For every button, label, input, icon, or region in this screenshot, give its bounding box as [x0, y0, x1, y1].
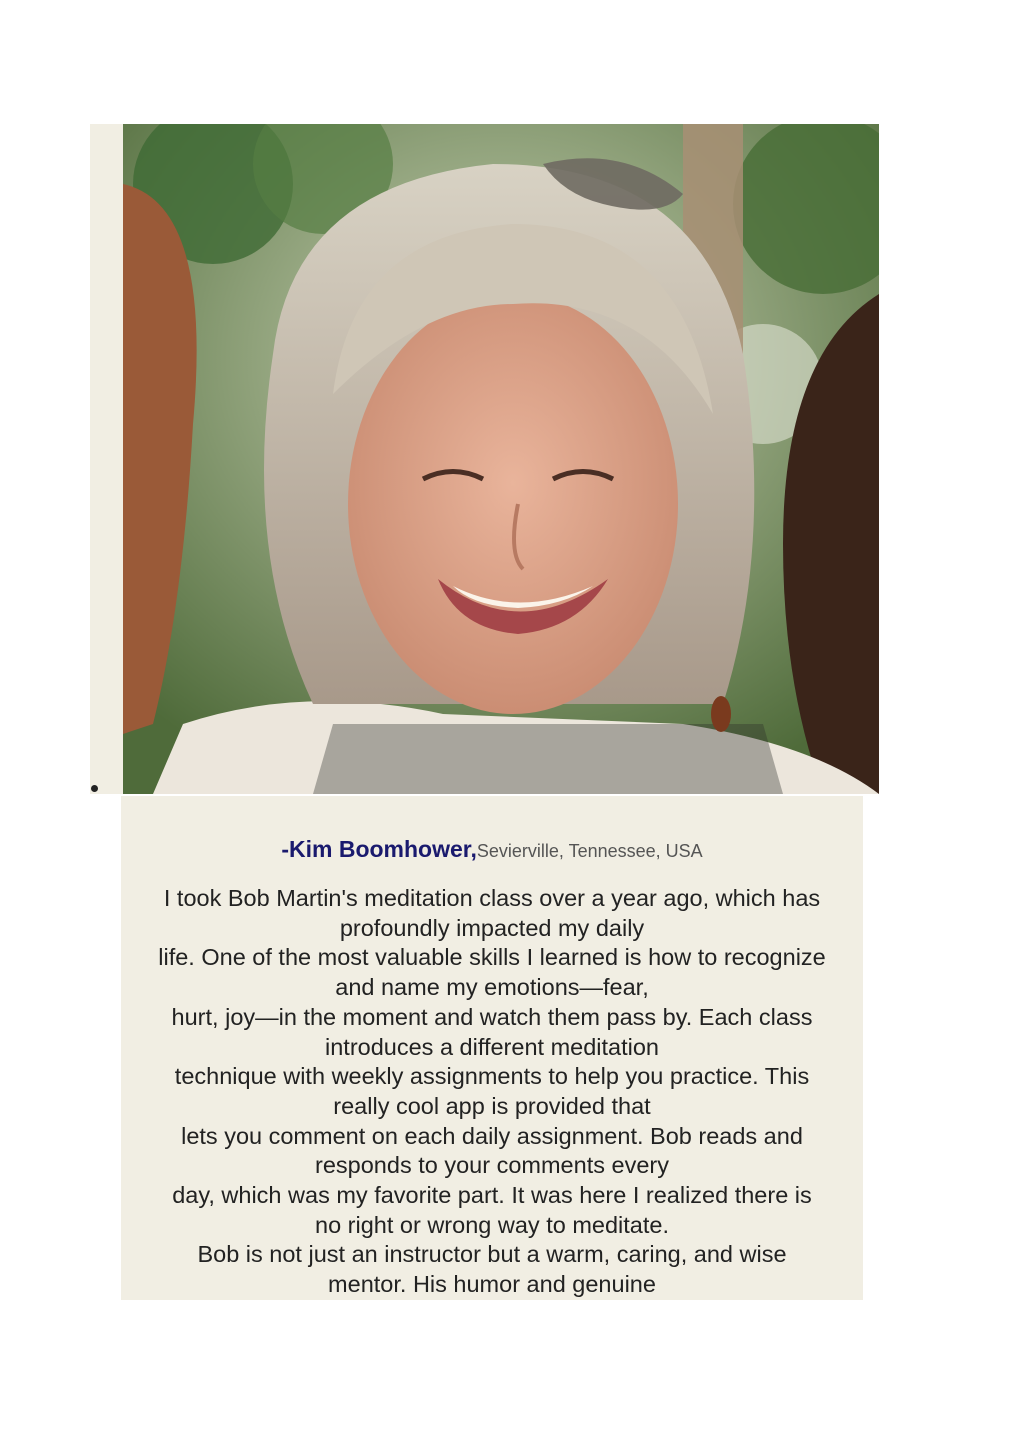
- testimonial-line: life. One of the most valuable skills I learned is how to recognize: [158, 944, 826, 971]
- testimonial-line: hurt, joy—in the moment and watch them pass by. Each class: [171, 1003, 813, 1030]
- testimonial-body: [121, 884, 863, 1300]
- testimonial-photo: [123, 124, 879, 794]
- testimonial-line: day, which was my favorite part. It was here I realized there is: [172, 1182, 812, 1209]
- testimonial-card: [121, 796, 863, 1300]
- testimonial-line: no right or wrong way to meditate.: [315, 1211, 669, 1238]
- testimonial-line: introduces a different meditation: [325, 1033, 659, 1060]
- testimonial-line: mentor. His humor and genuine: [328, 1271, 656, 1298]
- testimonial-line: really cool app is provided that: [333, 1092, 651, 1119]
- testimonial-line: I took Bob Martin's meditation class over a year ago, which has: [163, 885, 821, 911]
- list-bullet: [91, 785, 98, 792]
- testimonial-line: profoundly impacted my daily: [339, 914, 645, 941]
- testimonial-line: Bob is not just an instructor but a warm, caring, and wise: [197, 1241, 787, 1268]
- testimonial-line: responds to your comments every: [315, 1152, 669, 1179]
- testimonial-line: and name my emotions—fear,: [335, 974, 649, 1001]
- left-margin-strip: [90, 124, 123, 794]
- testimonial-line: technique with weekly assignments to help you practice. This: [174, 1063, 810, 1090]
- testimonial-line: lets you comment on each daily assignment. Bob reads and: [181, 1122, 803, 1149]
- testimonial-byline: [121, 836, 863, 863]
- author-name: -Kim Boomhower,: [281, 836, 477, 862]
- author-location: Sevierville, Tennessee, USA: [476, 841, 703, 861]
